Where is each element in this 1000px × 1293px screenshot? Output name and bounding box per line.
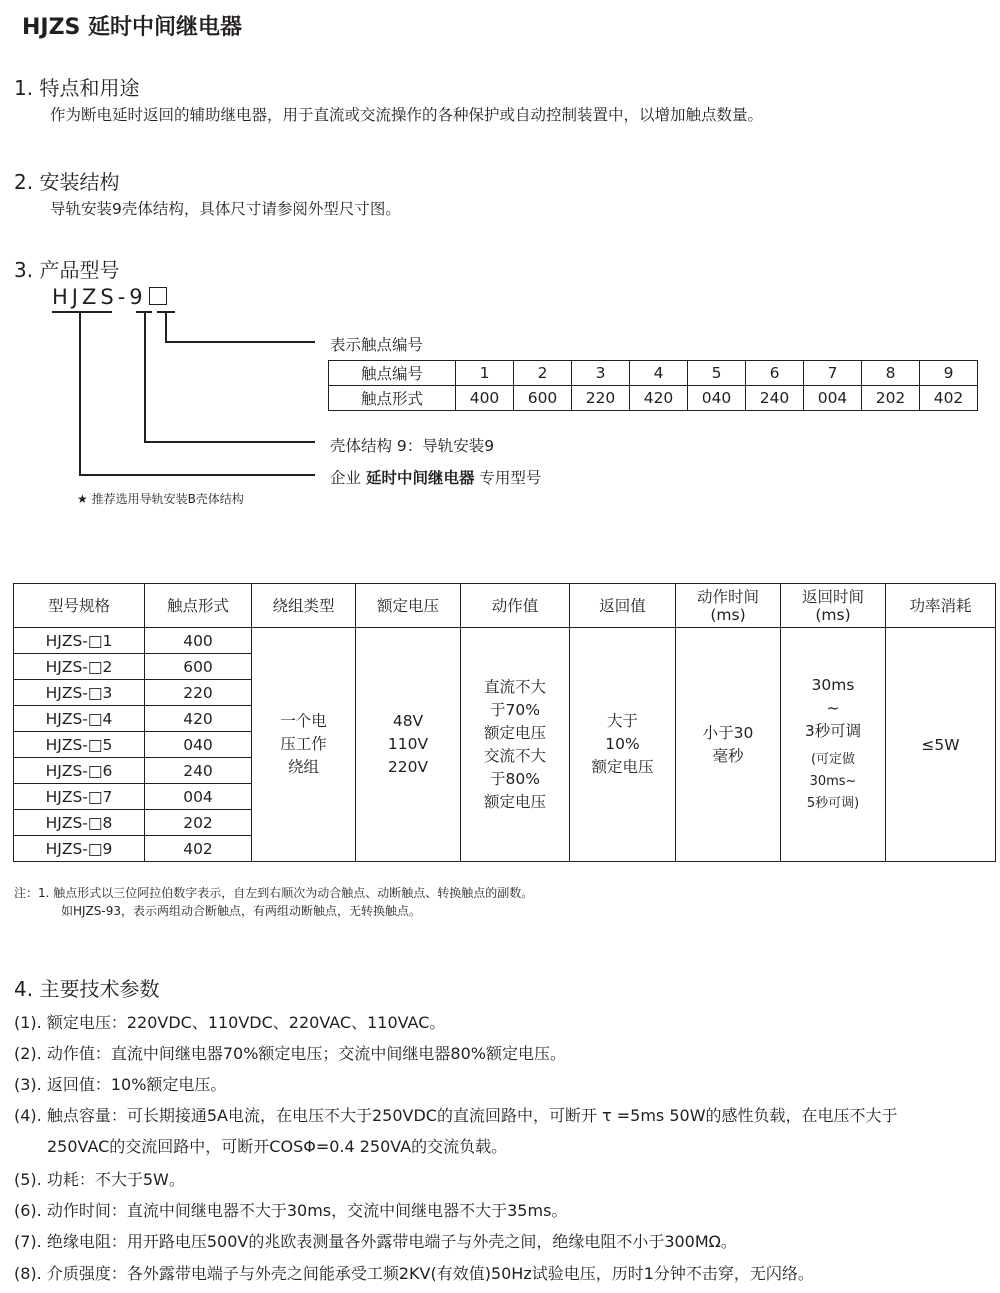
param-5: (5). 功耗：不大于5W。: [14, 1170, 185, 1189]
param-1: (1). 额定电压：220VDC、110VDC、220VAC、110VAC。: [14, 1013, 446, 1032]
shell-structure-label: 壳体结构 9：导轨安装9: [330, 437, 495, 455]
header-winding-type: 绕组类型: [252, 584, 356, 628]
contact-number-cell: 2: [514, 361, 572, 386]
contact-number-cell: 3: [572, 361, 630, 386]
header-rated-voltage: 额定电压: [356, 584, 461, 628]
action-time-cell: 小于30 毫秒: [676, 628, 781, 862]
header-power: 功率消耗: [886, 584, 996, 628]
placeholder-box-icon: [149, 287, 167, 305]
company-model-label: [330, 466, 541, 488]
note-1: 注：1. 触点形式以三位阿拉伯数字表示，自左到右顺次为动合触点、动断触点、转换触点的副数。: [14, 886, 534, 900]
winding-type-cell: 一个电 压工作 绕组: [252, 628, 356, 862]
return-time-cell: [781, 628, 886, 862]
connector-shell-v: [144, 311, 146, 442]
header-return-value: 返回值: [570, 584, 676, 628]
contact-form-cell: 040: [688, 386, 746, 411]
section-2-heading: 2. 安装结构: [14, 170, 120, 194]
contact-form-cell: 202: [145, 810, 252, 836]
section-1-heading: 1. 特点和用途: [14, 76, 140, 100]
contact-form-cell: 420: [145, 706, 252, 732]
contact-form-cell: 400: [456, 386, 514, 411]
param-4: (4). 触点容量：可长期接通5A电流，在电压不大于250VDC的直流回路中，可断开 τ =5ms 50W的感性负载，在电压不大于: [14, 1106, 898, 1125]
contact-number-cell: 8: [862, 361, 920, 386]
underline-hjzs: [52, 311, 112, 313]
header-action-time: 动作时间 (ms): [676, 584, 781, 628]
table-row: [14, 628, 996, 654]
contact-form-header: 触点形式: [329, 386, 456, 411]
contact-form-cell: 240: [746, 386, 804, 411]
company-label-bold: 延时中间继电器: [365, 469, 475, 487]
contact-code-label: 表示触点编号: [330, 336, 424, 354]
header-action-value: 动作值: [461, 584, 570, 628]
param-8: (8). 介质强度：各外露带电端子与外壳之间能承受工频2KV(有效值)50Hz试验电压，历时1分钟不击穿，无闪络。: [14, 1264, 814, 1283]
contact-form-cell: 004: [145, 784, 252, 810]
model-cell: HJZS-□8: [14, 810, 145, 836]
contact-number-cell: 9: [920, 361, 978, 386]
return-value-cell: 大于 10% 额定电压: [570, 628, 676, 862]
spec-header-row: [14, 584, 996, 628]
model-cell: HJZS-□1: [14, 628, 145, 654]
connector-box-v: [165, 311, 167, 342]
contact-form-cell: 040: [145, 732, 252, 758]
action-value-cell: 直流不大 于70% 额定电压 交流不大 于80% 额定电压: [461, 628, 570, 862]
model-cell: HJZS-□3: [14, 680, 145, 706]
contact-form-row: [329, 386, 978, 411]
model-cell: HJZS-□6: [14, 758, 145, 784]
section-3-heading: 3. 产品型号: [14, 258, 120, 282]
note-2: 如HJZS-93，表示两组动合断触点，有两组动断触点，无转换触点。: [61, 904, 422, 918]
connector-shell-h: [144, 441, 315, 443]
contact-number-cell: 5: [688, 361, 746, 386]
connector-box-h: [165, 341, 315, 343]
contact-form-cell: 400: [145, 628, 252, 654]
contact-form-cell: 004: [804, 386, 862, 411]
return-time-main: 30ms ~ 3秒可调: [804, 676, 862, 740]
param-7: (7). 绝缘电阻：用开路电压500V的兆欧表测量各外露带电端子与外壳之间，绝缘电阻不小于300MΩ。: [14, 1232, 737, 1251]
param-2: (2). 动作值：直流中间继电器70%额定电压；交流中间继电器80%额定电压。: [14, 1044, 566, 1063]
section-2-text: 导轨安装9壳体结构，具体尺寸请参阅外型尺寸图。: [50, 200, 401, 218]
recommend-note: ★ 推荐选用导轨安装B壳体结构: [77, 492, 244, 506]
model-cell: HJZS-□9: [14, 836, 145, 862]
contact-number-cell: 6: [746, 361, 804, 386]
contact-form-cell: 220: [145, 680, 252, 706]
param-3: (3). 返回值：10%额定电压。: [14, 1075, 227, 1094]
model-cell: HJZS-□2: [14, 654, 145, 680]
contact-form-cell: 220: [572, 386, 630, 411]
param-4-cont: 250VAC的交流回路中，可断开COSΦ=0.4 250VA的交流负载。: [47, 1137, 508, 1156]
header-return-time: 返回时间 (ms): [781, 584, 886, 628]
contact-number-cell: 4: [630, 361, 688, 386]
power-cell: ≤5W: [886, 628, 996, 862]
header-contact-form: 触点形式: [145, 584, 252, 628]
contact-number-cell: 1: [456, 361, 514, 386]
connector-company-h: [79, 474, 315, 476]
spec-table: [13, 583, 996, 862]
param-6: (6). 动作时间：直流中间继电器不大于30ms，交流中间继电器不大于35ms。: [14, 1201, 568, 1220]
contact-form-cell: 600: [145, 654, 252, 680]
contact-form-cell: 240: [145, 758, 252, 784]
header-model: 型号规格: [14, 584, 145, 628]
model-cell: HJZS-□4: [14, 706, 145, 732]
section-4-heading: 4. 主要技术参数: [14, 977, 160, 1001]
contact-form-cell: 402: [920, 386, 978, 411]
contact-number-cell: 7: [804, 361, 862, 386]
contact-form-cell: 402: [145, 836, 252, 862]
model-code-text: HJZS-9: [52, 285, 147, 309]
return-time-note: (可定做 30ms~ 5秒可调): [806, 752, 860, 811]
company-label-suffix: 专用型号: [474, 469, 542, 487]
company-label-prefix: 企业: [330, 469, 366, 487]
model-code: [52, 285, 167, 309]
contact-number-row: [329, 361, 978, 386]
contact-form-cell: 420: [630, 386, 688, 411]
contact-number-header: 触点编号: [329, 361, 456, 386]
contact-form-cell: 202: [862, 386, 920, 411]
contact-code-table: [328, 360, 978, 411]
section-1-text: 作为断电延时返回的辅助继电器，用于直流或交流操作的各种保护或自动控制装置中，以增加触点数量。: [50, 106, 764, 124]
model-cell: HJZS-□7: [14, 784, 145, 810]
model-cell: HJZS-□5: [14, 732, 145, 758]
rated-voltage-cell: 48V 110V 220V: [356, 628, 461, 862]
connector-company-v: [79, 311, 81, 475]
contact-form-cell: 600: [514, 386, 572, 411]
page-title: HJZS 延时中间继电器: [22, 15, 243, 40]
